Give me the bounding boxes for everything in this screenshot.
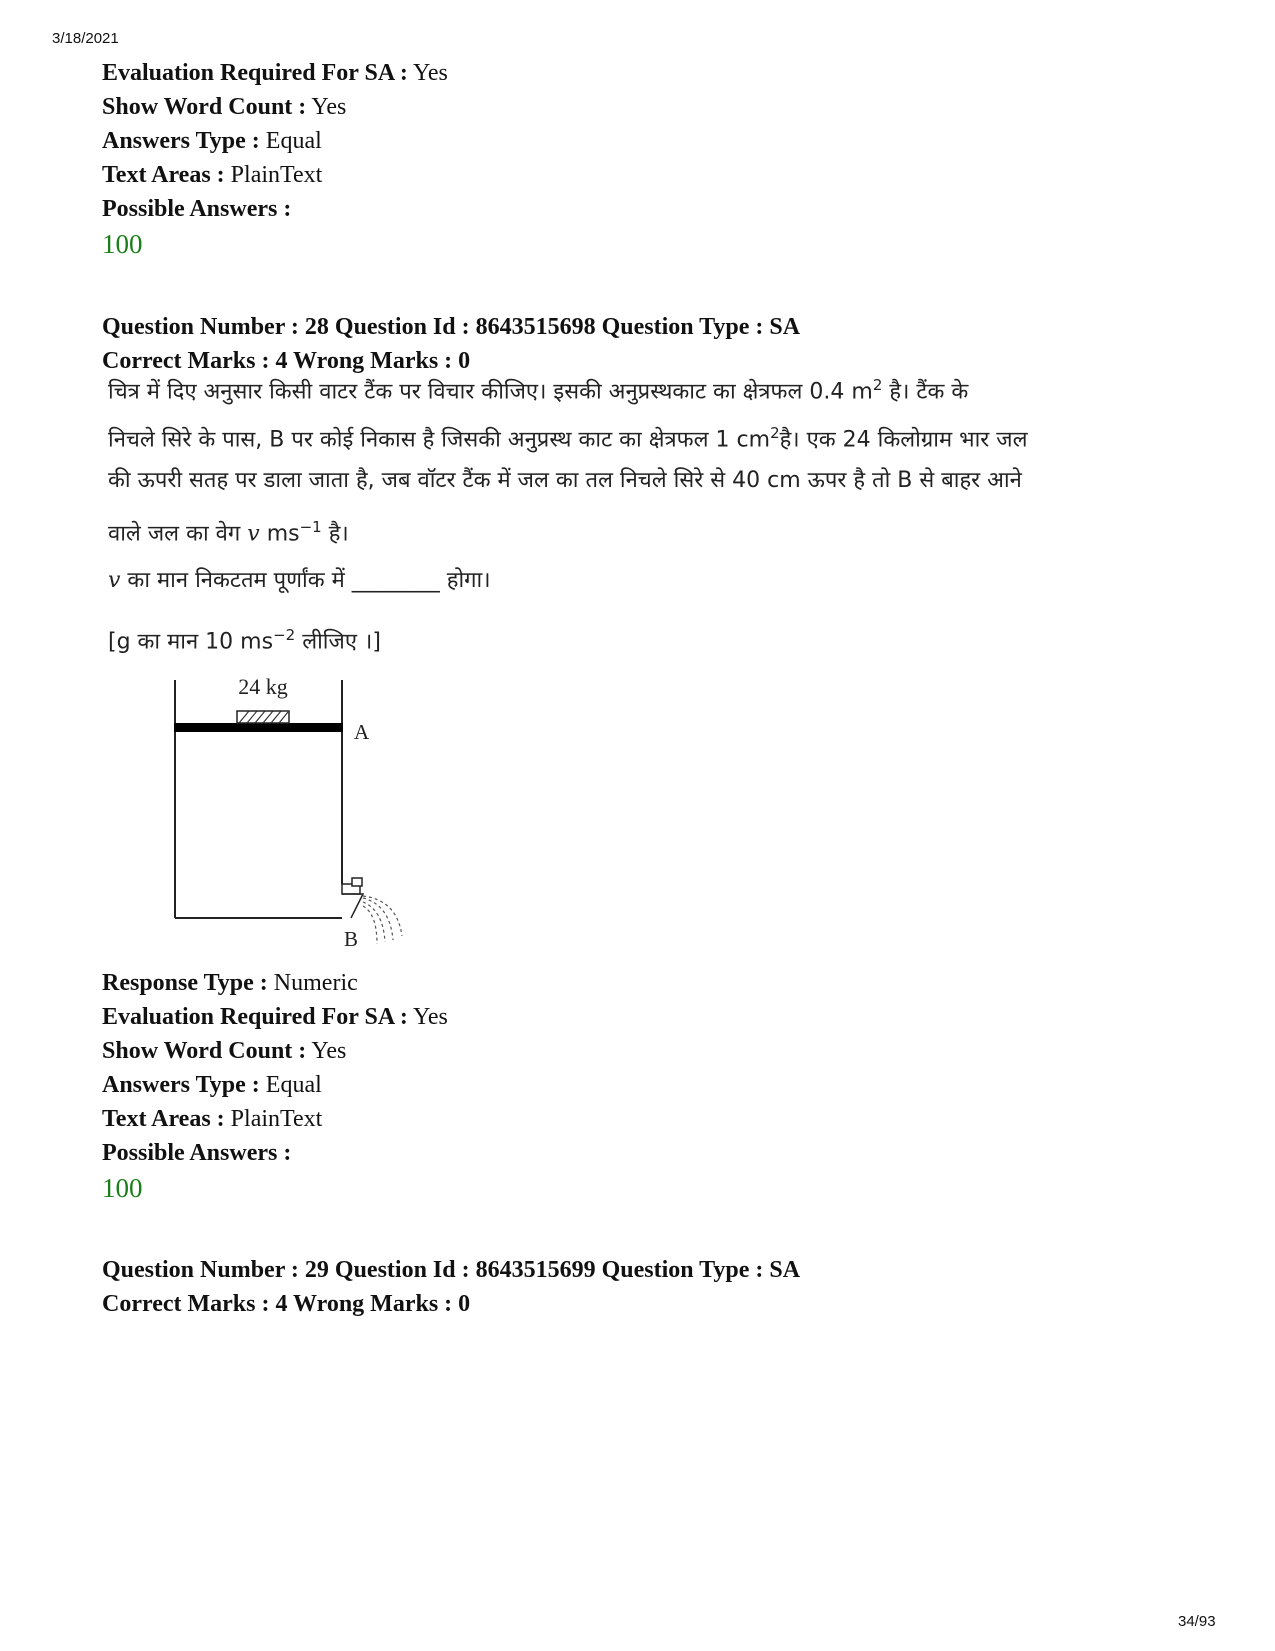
q28-superscript: 2: [770, 424, 780, 442]
q28-superscript: −1: [299, 518, 322, 536]
evaluation-required-row: [102, 56, 448, 90]
field-value: PlainText: [230, 1106, 323, 1132]
text-areas-row: [102, 158, 448, 192]
evaluation-required-row: [102, 1000, 448, 1034]
field-label: Text Areas :: [102, 162, 225, 188]
page-number: 34/93: [1178, 1613, 1216, 1630]
piston-plate: [174, 723, 343, 732]
question-28-line-1: [108, 370, 1188, 407]
word-count-row: [102, 90, 448, 124]
water-stream-line: [363, 906, 377, 944]
q28-variable: v: [108, 568, 121, 593]
question-29-marks: Correct Marks : 4 Wrong Marks : 0: [102, 1291, 471, 1317]
field-value: Yes: [412, 1004, 448, 1030]
field-label: Answers Type :: [102, 1072, 260, 1098]
q28-text: निचले सिरे के पास, B पर कोई निकास है जिसकी अनुप्रस्थ काट का क्षेत्रफल 1 cm: [108, 427, 771, 453]
q28-variable: v: [247, 521, 260, 547]
field-value: Equal: [265, 128, 322, 154]
question-28-info: Question Number : 28 Question Id : 8643515698 Question Type : SA: [102, 314, 801, 340]
mass-label: 24 kg: [238, 674, 288, 699]
previous-question-meta: [102, 56, 448, 262]
q28-text: है। टैंक के: [882, 379, 969, 405]
question-28-line-2: [108, 418, 1188, 455]
q28-text: का मान निकटतम पूर्णांक में ________ होगा।: [120, 568, 491, 593]
question-28-marks: Correct Marks : 4 Wrong Marks : 0: [102, 348, 471, 374]
point-b-label: B: [343, 927, 359, 951]
outlet-tip: [351, 914, 353, 918]
q28-text: ms: [259, 521, 300, 547]
field-value: Yes: [311, 94, 347, 120]
water-tank-diagram: [165, 674, 425, 970]
response-type-row: [102, 966, 448, 1000]
field-value: PlainText: [230, 162, 323, 188]
possible-answer-value: 100: [102, 1173, 143, 1203]
field-label: Show Word Count :: [102, 1038, 307, 1064]
outlet-spout: [342, 894, 363, 914]
field-value: Yes: [412, 60, 448, 86]
print-date: 3/18/2021: [52, 30, 119, 47]
question-28-line-6: [108, 620, 1188, 657]
point-a-label: A: [354, 720, 370, 744]
q28-superscript: −2: [273, 626, 296, 644]
field-label: Text Areas :: [102, 1106, 225, 1132]
answers-type-row: [102, 1068, 448, 1102]
possible-answers-row: [102, 1136, 448, 1170]
field-value: Numeric: [273, 970, 358, 996]
field-label: Possible Answers :: [102, 196, 292, 222]
field-value: Equal: [265, 1072, 322, 1098]
field-label: Answers Type :: [102, 128, 260, 154]
outlet-cap: [352, 878, 362, 886]
field-value: Yes: [311, 1038, 347, 1064]
field-label: Possible Answers :: [102, 1140, 292, 1166]
water-stream-line: [363, 898, 393, 940]
mass-block: [237, 711, 289, 723]
q28-text: लीजिए ।]: [295, 629, 381, 655]
field-label: Response Type :: [102, 970, 268, 996]
question-28-line-4: [108, 512, 1188, 549]
water-stream-line: [363, 896, 402, 936]
q28-text: है। एक 24 किलोग्राम भार जल: [779, 427, 1028, 453]
q28-text: [g का मान 10 ms: [108, 629, 274, 655]
q28-text: वाले जल का वेग: [108, 521, 248, 547]
q28-text: चित्र में दिए अनुसार किसी वाटर टैंक पर विचार कीजिए। इसकी अनुप्रस्थकाट का क्षेत्रफल 0.4 m: [108, 379, 873, 405]
q28-text: है।: [321, 521, 349, 547]
field-label: Evaluation Required For SA :: [102, 60, 408, 86]
field-label: Show Word Count :: [102, 94, 307, 120]
field-label: Evaluation Required For SA :: [102, 1004, 408, 1030]
question-28-line-3: [108, 466, 1188, 496]
question-28-header: [102, 310, 800, 378]
outlet-nozzle: [342, 878, 363, 918]
q28-text: की ऊपरी सतह पर डाला जाता है, जब वॉटर टैंक में जल का तल निचले सिरे से 40 cm ऊपर है तो B से बाहर आने: [108, 468, 1022, 493]
question-28-meta: [102, 966, 448, 1206]
question-29-header: [102, 1253, 800, 1321]
q28-superscript: 2: [872, 376, 883, 394]
possible-answers-row: [102, 192, 448, 226]
possible-answer-value: 100: [102, 229, 143, 259]
answers-type-row: [102, 124, 448, 158]
text-areas-row: [102, 1102, 448, 1136]
question-28-line-5: [108, 566, 1188, 596]
word-count-row: [102, 1034, 448, 1068]
question-29-info: Question Number : 29 Question Id : 8643515699 Question Type : SA: [102, 1257, 801, 1283]
water-jet: [363, 896, 402, 944]
